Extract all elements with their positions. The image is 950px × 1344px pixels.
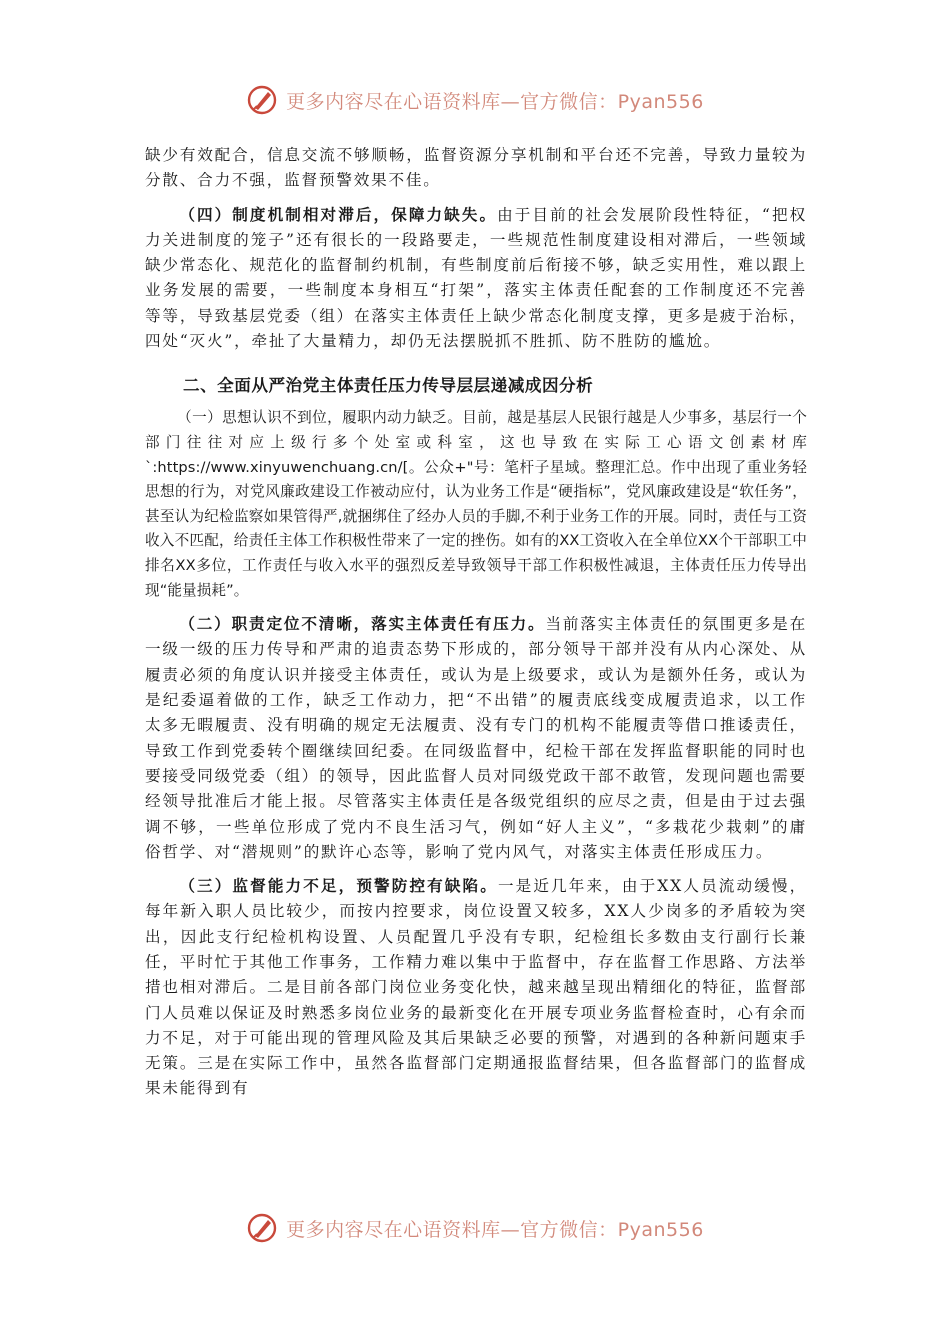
paragraph xyxy=(145,873,807,1102)
footer-banner xyxy=(0,1212,950,1252)
banner-text: 更多内容尽在心语资料库—官方微信：Pyan556 xyxy=(286,90,704,113)
paragraph-title: （三）监督能力不足，预警防控有缺陷。 xyxy=(179,876,498,896)
paragraph-body: 由于目前的社会发展阶段性特征，“把权力关进制度的笼子”还有很长的一段路要走，一些规范性制度建设相对滞后，一些领域缺少常态化、规范化的监督制约机制，有些制度前后衔接不够，缺乏实用性，难以跟上业务发展的需要，一些制度本身相互“打架”，落实主体责任配套的工作制度还不完善等等，导致基层党委（组）在落实主体责任上缺少常态化制度支撑，更多是疲于治标，四处“灭火”，牵扯了大量精力，却仍无法摆脱抓不胜抓、防不胜防的尴尬。 xyxy=(145,205,807,351)
paragraph xyxy=(145,611,807,865)
paragraph-body: 一是近几年来，由于XX人员流动缓慢，每年新入职人员比较少，而按内控要求，岗位设置又较多，XX人少岗多的矛盾较为突出，因此支行纪检机构设置、人员配置几乎没有专职，纪检组长多数由支行副行长兼任，平时忙于其他工作事务，工作精力难以集中于监督中，存在监督工作思路、方法举措也相对滞后。二是目前各部门岗位业务变化快，越来越呈现出精细化的特征，监督部门人员难以保证及时熟悉多岗位业务的最新变化在开展专项业务监督检查时，心有余而力不足，对于可能出现的管理风险及其后果缺乏必要的预警，对遇到的各种新问题束手无策。三是在实际工作中，虽然各监督部门定期通报监督结果，但各监督部门的监督成果未能得到有 xyxy=(145,877,807,1098)
document-body xyxy=(145,143,807,1102)
paragraph: （一）思想认识不到位，履职内动力缺乏。目前，越是基层人民银行越是人少事多，基层行一个部门往往对应上级行多个处室或科室，这也导致在实际工心语文创素材库`:https://www.xinyuwenchuang.cn/[。公众+"号：笔杆子星域。整理汇总。作中出现了重业务轻思想的行为，对党风廉政建设工作被动应付，认为业务工作是“硬指标”，党风廉政建设是“软任务”，甚至认为纪检监察如果管得严,就捆绑住了经办人员的手脚,不利于业务工作的开展。同时，责任与工资收入不匹配，给责任主体工作积极性带来了一定的挫伤。如有的XX工资收入在全单位XX个干部职工中排名XX多位，工作责任与收入水平的强烈反差导致领导干部工作积极性减退，主体责任压力传导出现“能量损耗”。 xyxy=(145,409,807,599)
paragraph: 缺少有效配合，信息交流不够顺畅，监督资源分享机制和平台还不完善，导致力量较为分散、合力不强，监督预警效果不佳。 xyxy=(145,146,807,190)
paragraph xyxy=(145,202,807,355)
paragraph-title: （四）制度机制相对滞后，保障力缺失。 xyxy=(179,204,498,224)
banner-text: 更多内容尽在心语资料库—官方微信：Pyan556 xyxy=(286,1218,704,1241)
pen-logo-icon xyxy=(246,1212,278,1244)
header-banner xyxy=(0,84,950,124)
paragraph-title: （二）职责定位不清晰，落实主体责任有压力。 xyxy=(179,614,546,634)
paragraph-body: 当前落实主体责任的氛围更多是在一级一级的压力传导和严肃的追责态势下形成的，部分领导干部并没有从内心深处、从履责必须的角度认识并接受主体责任，或认为是上级要求，或认为是额外任务，或认为是纪委逼着做的工作，缺乏工作动力，把“不出错”的履责底线变成履责追求，以工作太多无暇履责、没有明确的规定无法履责、没有专门的机构不能履责等借口推诿责任，导致工作到党委转个圈继续回纪委。在同级监督中，纪检干部在发挥监督职能的同时也要接受同级党委（组）的领导，因此监督人员对同级党政干部不敢管，发现问题也需要经领导批准后才能上报。尽管落实主体责任是各级党组织的应尽之责，但是由于过去强调不够，一些单位形成了党内不良生活习气，例如“好人主义”，“多栽花少栽刺”的庸俗哲学、对“潜规则”的默许心态等，影响了党内风气，对落实主体责任形成压力。 xyxy=(145,615,807,861)
pen-logo-icon xyxy=(246,84,278,116)
section-heading: 二、全面从严治党主体责任压力传导层层递减成因分析 xyxy=(183,376,594,396)
